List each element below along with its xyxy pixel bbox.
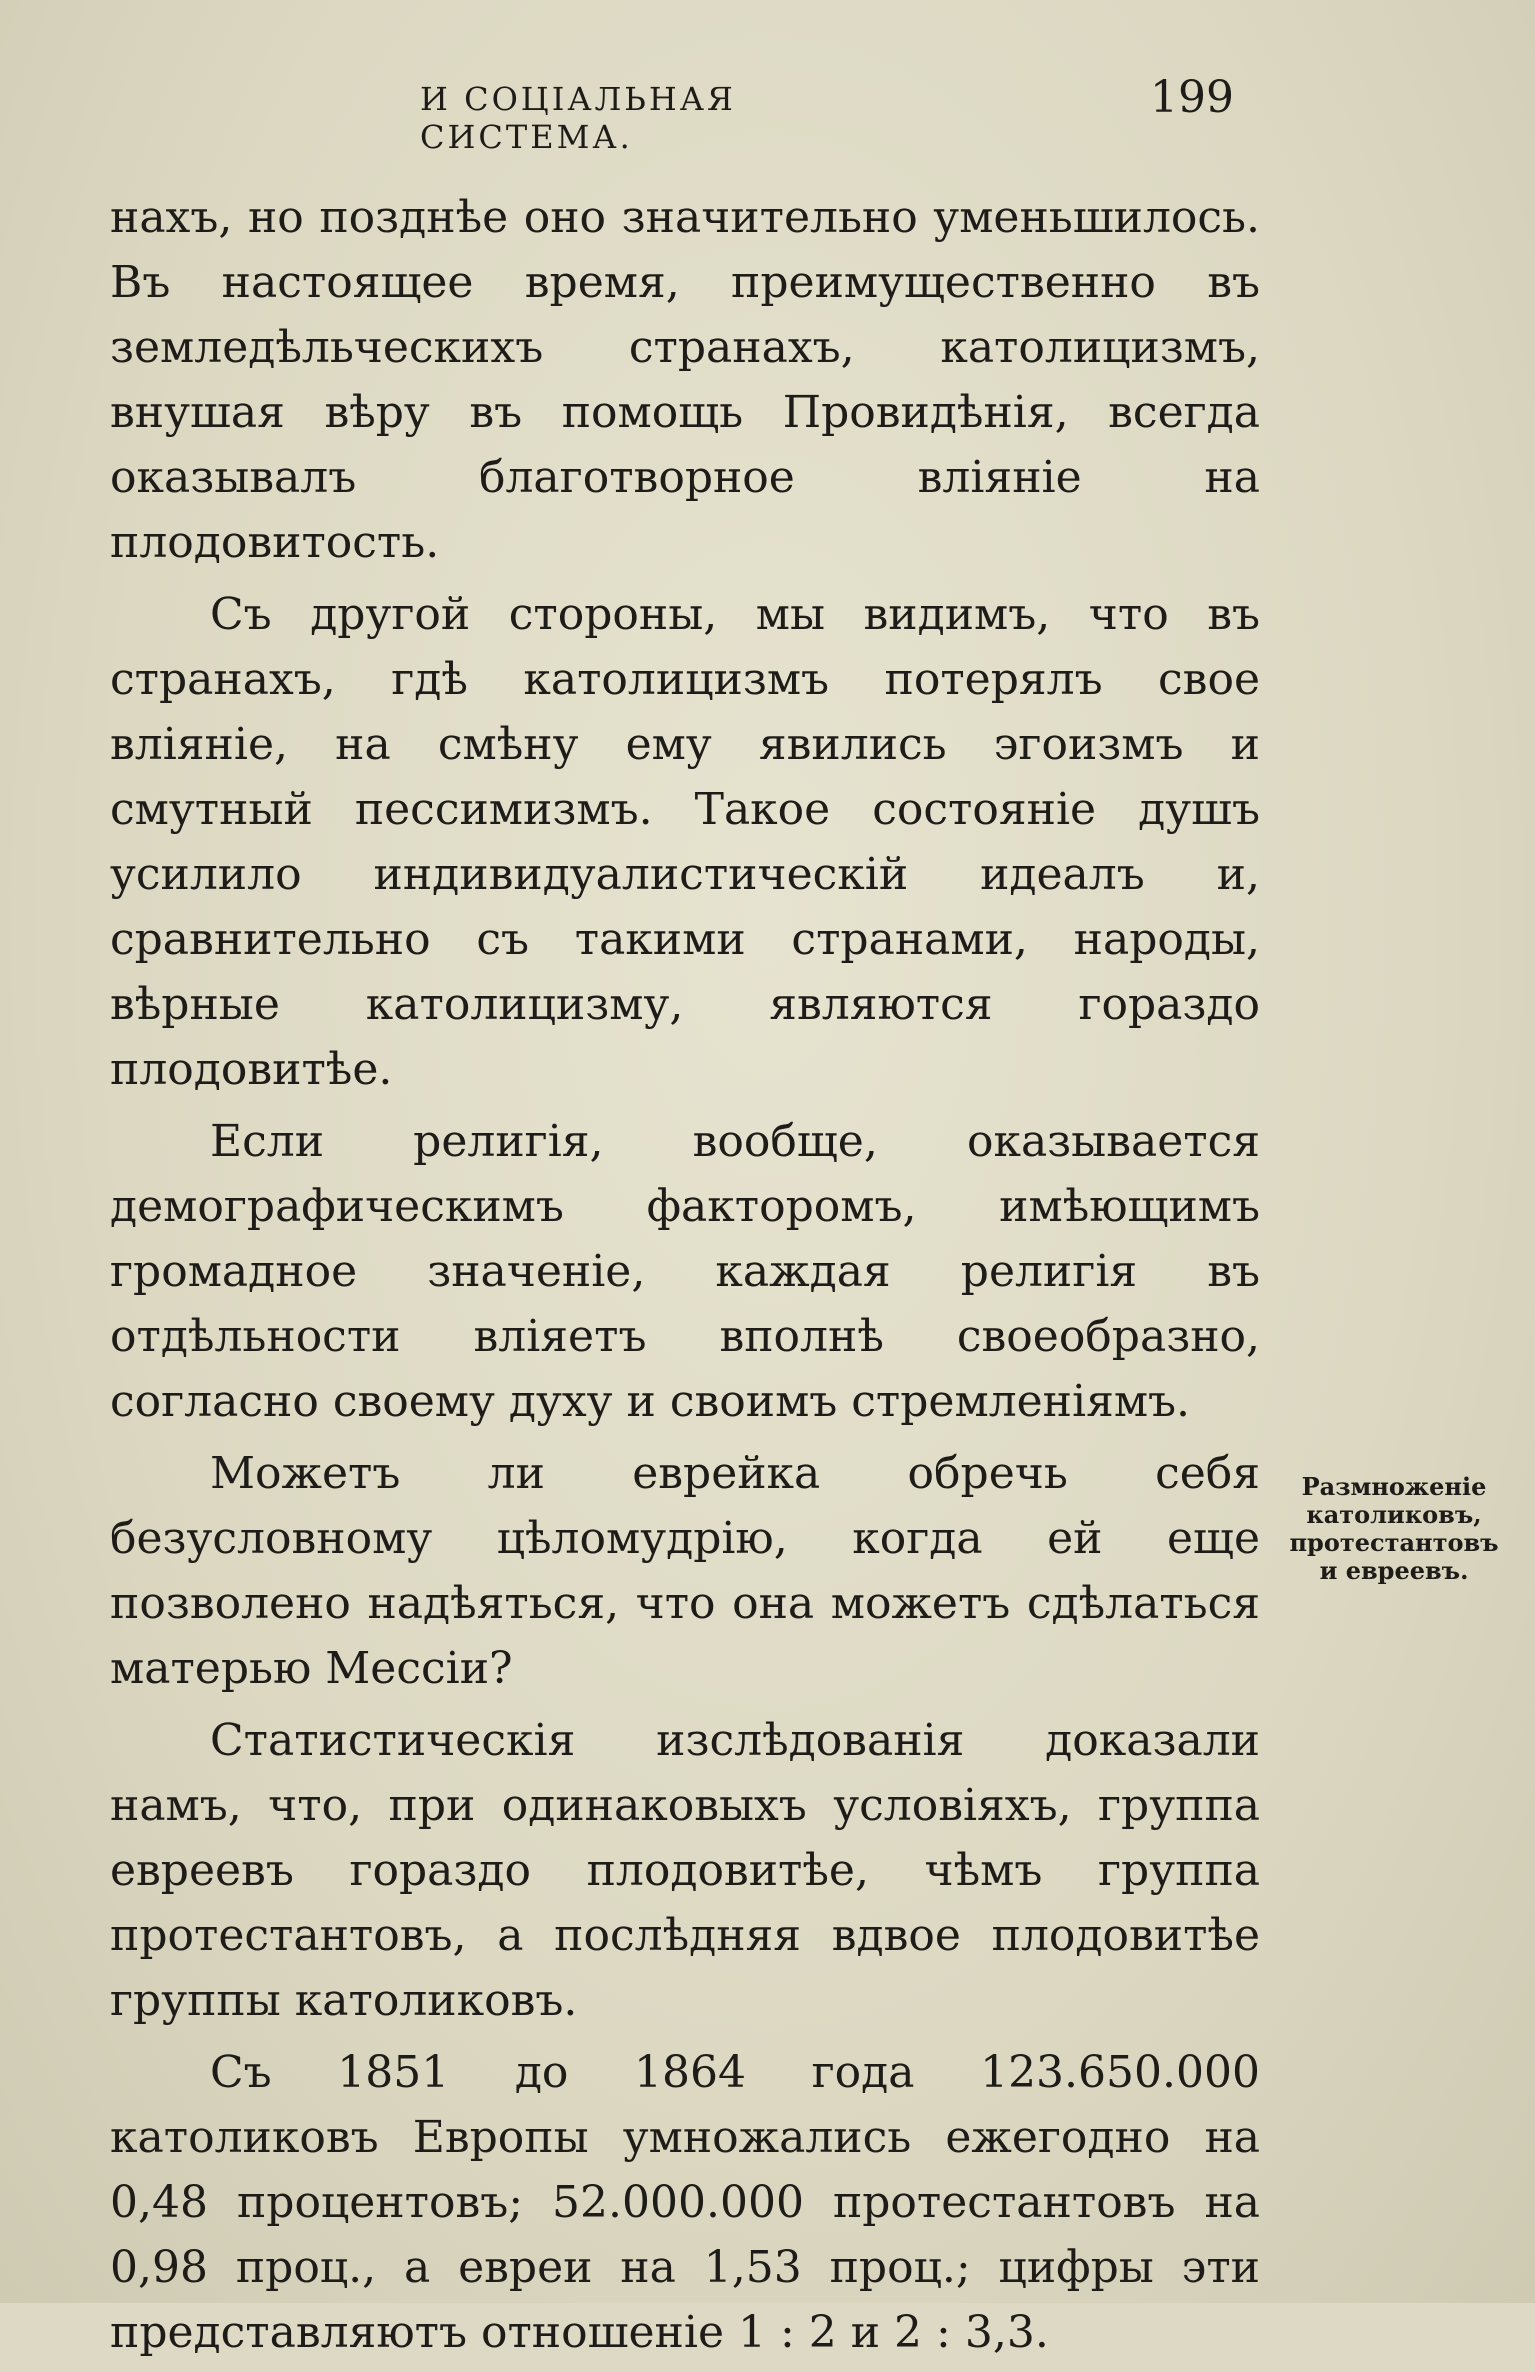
paragraph-3: Если религія, вообще, оказывается демографическимъ факторомъ, имѣющимъ громадное значеніе, каждая религія въ отдѣльности вліяетъ вполнѣ своеобразно, согласно своему духу и своимъ стремленіямъ. (110, 1116, 1260, 1427)
paragraph-1: нахъ, но позднѣе оно значительно уменьшилось. Въ настоящее время, преимущественно въ земледѣльческихъ странахъ, католицизмъ, внушая вѣру въ помощь Провидѣнія, всегда оказывалъ благотворное вліяніе на плодовитость. (110, 192, 1260, 568)
paragraph-5: Статистическія изслѣдованія доказали намъ, что, при одинаковыхъ условіяхъ, группа евреевъ гораздо плодовитѣе, чѣмъ группа протестантовъ, а послѣдняя вдвое плодовитѣе группы католиковъ. (110, 1715, 1260, 2026)
paragraph-6: Съ 1851 до 1864 года 123.650.000 католиковъ Европы умножались ежегодно на 0,48 процентовъ; 52.000.000 протестантовъ на 0,98 проц., а евреи на 1,53 проц.; цифры эти представляютъ отношеніе 1 : 2 и 2 : 3,3. (110, 2047, 1260, 2358)
paragraph-4: Можетъ ли еврейка обречь себя безусловному цѣломудрію, когда ей еще позволено надѣяться, что она можетъ сдѣлаться матерью Мессіи? (110, 1448, 1260, 1694)
body-text (110, 185, 1260, 2372)
paragraph-2: Съ другой стороны, мы видимъ, что въ странахъ, гдѣ католицизмъ потерялъ свое вліяніе, на смѣну ему явились эгоизмъ и смутный пессимизмъ. Такое состояніе душъ усилило индивидуалистическій идеалъ и, сравнительно съ такими странами, народы, вѣрные католицизму, являются гораздо плодовитѣе. (110, 589, 1260, 1095)
page-number: 199 (1150, 72, 1234, 123)
running-header: И СОЦІАЛЬНАЯ СИСТЕМА. (420, 80, 736, 156)
margin-note: Размноженіе католиковъ, протестантовъ и евреевъ. (1289, 1472, 1499, 1585)
